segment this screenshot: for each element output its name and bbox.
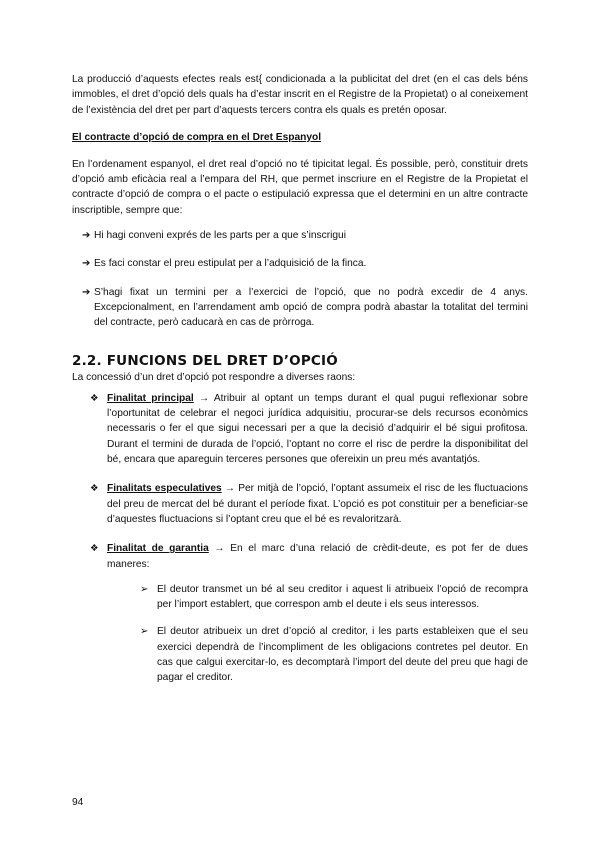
sub-list-item-text: El deutor transmet un bé al seu creditor i aquest li atribueix l’opció de recompra per l’import establert, que correspon amb el deute i els seus interessos.	[157, 583, 528, 611]
list-item-text: Es faci constar el preu estipulat per a l’adquisició de la finca.	[94, 258, 367, 270]
sub-list-item-text: El deutor atribueix un dret d’opció al creditor, i les parts estableixen que el seu exercici dependrà de l’incompliment de les obligacions contretes pel deutor. En cas que calgui exercitar-lo, es decomptarà l’import del deute del preu que hagi de pagar el creditor.	[157, 626, 528, 684]
function-description: → Atribuir al optant un temps durant el qual pugui reflexionar sobre l’oportunitat de celebrar el negoci jurídica adquisitiu, procurar-se dels recursos econòmics necessaris o fer el que sigui necessari per a que la decisió d’adquirir el bé sigui profitosa. Durant el termini de durada de l’opció, l’optant no corre el risc de perdre la disponibilitat del bé, encara que apareguin terceres persones que ofereixin un preu més avantatjós.	[107, 392, 528, 466]
function-term: Finalitat de garantia	[107, 543, 209, 555]
function-term: Finalitat principal	[107, 392, 194, 404]
page-content	[72, 72, 528, 686]
sub-list-item	[107, 624, 528, 685]
contract-paragraph: En l’ordenament espanyol, el dret real d’opció no té tipicitat legal. És possible, però, constituir drets d’opció amb eficàcia real a l’empara del RH, que permet inscriure en el Registre de la Propietat el contracte d’opció de compra o el pacte o estipulació expressa que el determini en un altre contracte inscriptible, sempre que:	[72, 158, 528, 216]
intro-paragraph: La producció d’aquests efectes reals est{ condicionada a la publicitat del dret (en el cas dels béns immobles, el dret d’opció dels quals ha d’estar inscrit en el Registre de la Propietat) o al coneixement de l’existència del dret per part d’aquests tercers contra els quals es pretén oposar.	[72, 74, 528, 116]
contract-heading: El contracte d’opció de compra en el Dret Espanyol	[72, 131, 322, 143]
arrowhead-bullet-icon: ➢	[140, 626, 149, 638]
arrow-bullet-icon: ➔	[82, 258, 91, 270]
diamond-bullet-icon: ❖	[90, 543, 99, 555]
list-item-text: Hi hagi conveni exprés de les parts per a que s’inscrigui	[94, 230, 346, 242]
function-term: Finalitats especulatives	[107, 483, 222, 495]
list-item-text: S’hagi fixat un termini per a l’exercici de l’opció, que no podrà excedir de 4 anys. Excepcionalment, en l’arrendament amb opció de compra podrà abastar la totalitat del termini del contracte, però caducarà en cas de pròrroga.	[94, 286, 528, 329]
guarantee-sub-list	[107, 582, 528, 686]
sub-list-item	[107, 582, 528, 613]
list-item	[72, 481, 528, 527]
function-description: → Per mitjà de l’opció, l’optant assumeix el risc de les fluctuacions del preu de mercat del bé durant el període fixat. L’opció es pot constituir per a beneficiar-se d’aquestes fluctuacions si l’optant creu que el bé es revaloritzarà.	[107, 483, 528, 525]
arrow-bullet-icon: ➔	[82, 286, 91, 298]
list-item	[72, 228, 528, 243]
page-number: 94	[72, 797, 84, 808]
function-description: → En el marc d’una relació de crèdit-deute, es pot fer de dues maneres:	[107, 543, 528, 570]
contract-conditions-list	[72, 228, 528, 330]
list-item	[72, 541, 528, 685]
functions-intro: La concessió d’un dret d’opció pot respondre a diverses raons:	[72, 371, 356, 383]
diamond-bullet-icon: ❖	[90, 392, 99, 404]
functions-list	[72, 391, 528, 686]
diamond-bullet-icon: ❖	[90, 483, 99, 495]
list-item	[72, 256, 528, 271]
list-item	[72, 391, 528, 467]
arrowhead-bullet-icon: ➢	[140, 583, 149, 595]
section-title: 2.2. FUNCIONS DEL DRET D’OPCIÓ	[72, 352, 338, 369]
arrow-bullet-icon: ➔	[82, 230, 91, 242]
list-item	[72, 285, 528, 331]
